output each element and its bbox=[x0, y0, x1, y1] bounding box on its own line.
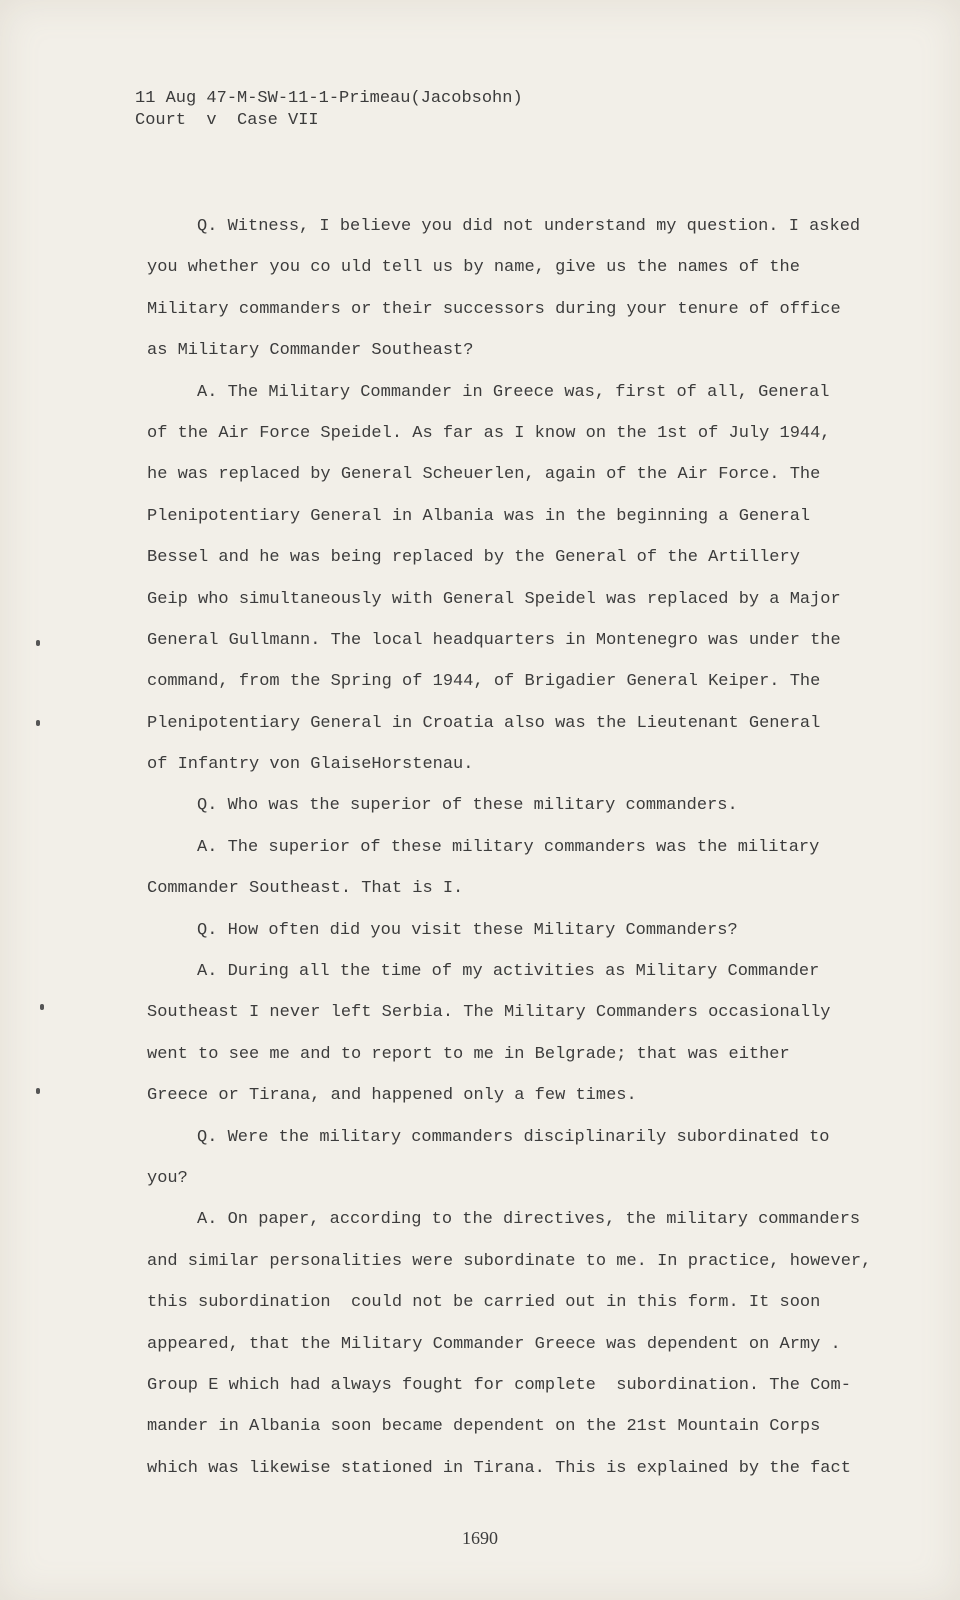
transcript-line: of the Air Force Speidel. As far as I know on the 1st of July 1944, bbox=[147, 423, 831, 443]
page-number: 1690 bbox=[462, 1528, 498, 1548]
document-header bbox=[135, 88, 523, 132]
transcript-line: Q. Were the military commanders disciplinarily subordinated to bbox=[197, 1127, 830, 1147]
header-reference: 11 Aug 47-M-SW-11-1-Primeau(Jacobsohn) bbox=[135, 89, 523, 108]
transcript-line: Greece or Tirana, and happened only a few times. bbox=[147, 1086, 637, 1106]
transcript-line: appeared, that the Military Commander Greece was dependent on Army . bbox=[147, 1334, 841, 1354]
transcript-line: General Gullmann. The local headquarters in Montenegro was under the bbox=[147, 630, 841, 650]
transcript-line: Geip who simultaneously with General Speidel was replaced by a Major bbox=[147, 589, 841, 609]
transcript-line: went to see me and to report to me in Belgrade; that was either bbox=[147, 1044, 790, 1064]
margin-mark bbox=[36, 1088, 40, 1094]
margin-mark bbox=[36, 720, 40, 726]
transcript-line: as Military Commander Southeast? bbox=[147, 341, 474, 361]
transcript-line: Group E which had always fought for complete subordination. The Com- bbox=[147, 1375, 851, 1395]
margin-mark bbox=[40, 1004, 44, 1010]
transcript-line: and similar personalities were subordinate to me. In practice, however, bbox=[147, 1251, 872, 1271]
margin-mark bbox=[36, 640, 40, 646]
transcript-line: you whether you co uld tell us by name, give us the names of the bbox=[147, 258, 800, 278]
transcript-line: Southeast I never left Serbia. The Military Commanders occasionally bbox=[147, 1003, 831, 1023]
transcript-line: A. During all the time of my activities as Military Commander bbox=[197, 962, 820, 982]
transcript-line: Q. Witness, I believe you did not understand my question. I asked bbox=[197, 217, 861, 236]
transcript-line: Plenipotentiary General in Albania was in the beginning a General bbox=[147, 506, 811, 526]
transcript-line: Q. Who was the superior of these military commanders. bbox=[197, 796, 738, 816]
header-court-case: Court v Case VII bbox=[135, 111, 319, 130]
transcript-line: this subordination could not be carried out in this form. It soon bbox=[147, 1293, 821, 1313]
transcript-line: Bessel and he was being replaced by the General of the Artillery bbox=[147, 548, 800, 568]
transcript-line: Plenipotentiary General in Croatia also was the Lieutenant General bbox=[147, 713, 821, 733]
transcript-line: Commander Southeast. That is I. bbox=[147, 879, 464, 899]
transcript-body bbox=[147, 206, 887, 1489]
transcript-line: of Infantry von GlaiseHorstenau. bbox=[147, 755, 474, 775]
transcript-line: A. On paper, according to the directives, the military commanders bbox=[197, 1210, 861, 1230]
transcript-line: A. The Military Commander in Greece was, first of all, General bbox=[197, 382, 830, 402]
transcript-line: command, from the Spring of 1944, of Brigadier General Keiper. The bbox=[147, 672, 821, 692]
transcript-line: mander in Albania soon became dependent on the 21st Mountain Corps bbox=[147, 1417, 821, 1437]
transcript-line: he was replaced by General Scheuerlen, again of the Air Force. The bbox=[147, 465, 821, 485]
transcript-line: A. The superior of these military commanders was the military bbox=[197, 837, 820, 857]
transcript-line: which was likewise stationed in Tirana. This is explained by the fact bbox=[147, 1458, 851, 1478]
transcript-line: Military commanders or their successors during your tenure of office bbox=[147, 299, 841, 319]
transcript-line: Q. How often did you visit these Military Commanders? bbox=[197, 920, 738, 940]
transcript-line: you? bbox=[147, 1168, 188, 1188]
